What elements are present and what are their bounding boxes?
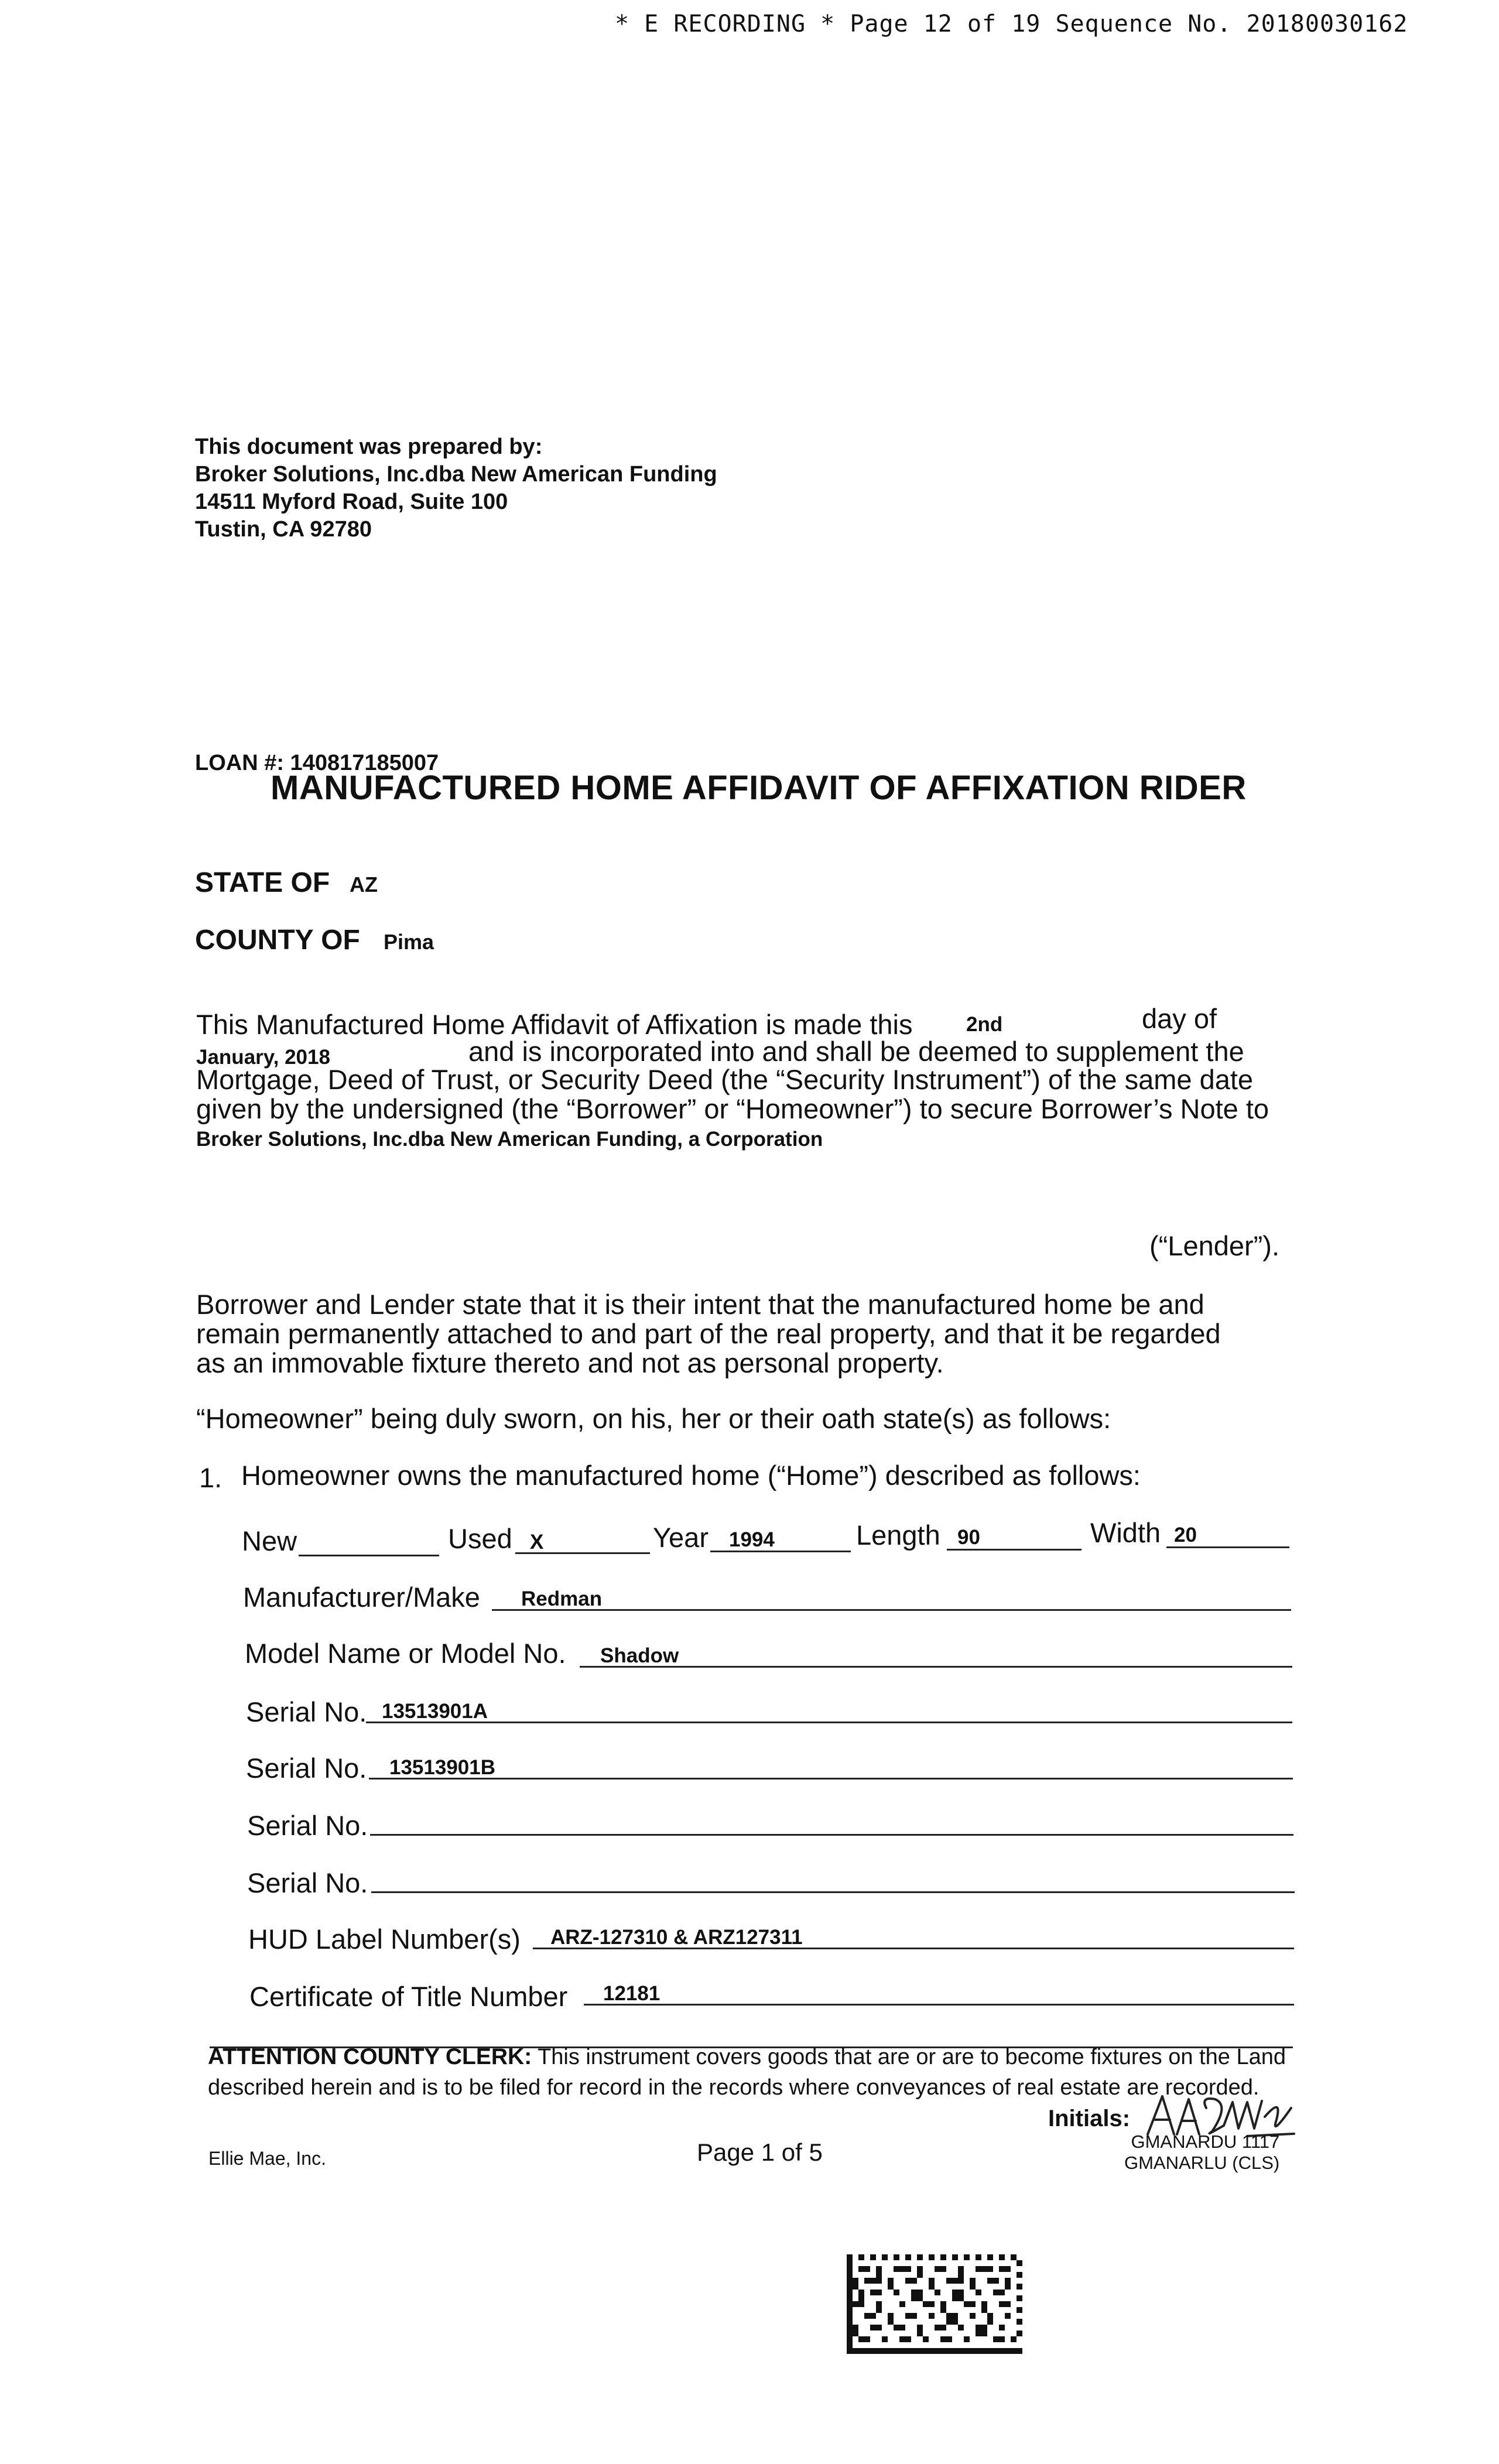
attention-line2: described herein and is to be filed for record in the records where conveyances of real estate are recorded. <box>208 2075 1260 2100</box>
month-year: January, 2018 <box>196 1046 330 1069</box>
loan-number: LOAN #: 140817185007 <box>195 751 439 775</box>
item-text: Homeowner owns the manufactured home (“Home”) described as follows: <box>241 1460 1141 1491</box>
model-underline <box>580 1666 1292 1668</box>
form-code <box>1124 2131 1279 2174</box>
day-label: day of <box>1142 1003 1217 1034</box>
make-value: Redman <box>521 1587 603 1610</box>
initials-label: Initials: <box>1048 2106 1131 2131</box>
length-label: Length <box>856 1520 940 1551</box>
lender-name: Broker Solutions, Inc.dba New American Funding, a Corporation <box>196 1128 823 1151</box>
make-underline <box>492 1609 1291 1611</box>
width-label: Width <box>1090 1517 1161 1548</box>
page-number: Page 1 of 5 <box>697 2138 823 2166</box>
preparer-line: 14511 Myford Road, Suite 100 <box>195 490 508 514</box>
preparer-line: Broker Solutions, Inc.dba New American Funding <box>195 462 717 487</box>
attention-lead: ATTENTION COUNTY CLERK: <box>208 2044 532 2069</box>
intent-line: remain permanently attached to and part of the real property, and that it be regarded <box>196 1318 1221 1349</box>
footer-vendor: Ellie Mae, Inc. <box>208 2148 326 2169</box>
intent-line: as an immovable fixture thereto and not as personal property. <box>196 1347 944 1378</box>
title-number-label: Certificate of Title Number <box>249 1981 568 2012</box>
hud-value: ARZ-127310 & ARZ127311 <box>550 1926 803 1949</box>
state-label: STATE OF <box>195 867 330 898</box>
county-label: COUNTY OF <box>195 925 360 956</box>
used-label: Used <box>448 1523 512 1554</box>
item-number: 1. <box>199 1462 223 1493</box>
document-title: MANUFACTURED HOME AFFIDAVIT OF AFFIXATION RIDER <box>271 769 1247 807</box>
recording-header: * E RECORDING * Page 12 of 19 Sequence No. 20180030162 <box>615 11 1408 37</box>
intro-line4: given by the undersigned (the “Borrower” or “Homeowner”) to secure Borrower’s Note to <box>196 1093 1269 1124</box>
preparer-line: Tustin, CA 92780 <box>195 517 372 542</box>
new-underline <box>299 1555 439 1556</box>
serial-label: Serial No. <box>247 1867 368 1898</box>
intro-line2: and is incorporated into and shall be deemed to supplement the <box>468 1036 1244 1067</box>
lender-label: (“Lender”). <box>1149 1230 1280 1261</box>
oath-text: “Homeowner” being duly sworn, on his, her or their oath state(s) as follows: <box>196 1403 1111 1434</box>
attention-line1 <box>208 2042 1320 2072</box>
serial-underline <box>371 1891 1295 1893</box>
serial-underline <box>370 1834 1293 1836</box>
title-number-value: 12181 <box>603 1982 660 2005</box>
preparer-block <box>195 433 717 543</box>
make-label: Manufacturer/Make <box>243 1582 480 1613</box>
serial-value: 13513901B <box>389 1756 495 1779</box>
year-value: 1994 <box>729 1528 775 1551</box>
new-label: New <box>242 1525 297 1556</box>
form-code-line1: GMANARDU 1117 <box>1131 2131 1280 2152</box>
serial-label: Serial No. <box>247 1810 368 1841</box>
serial-underline <box>366 1722 1292 1723</box>
attention-line1-text: This instrument covers goods that are or are to become fixtures on the Land <box>532 2045 1286 2069</box>
form-code-line2: GMANARLU (CLS) <box>1124 2152 1280 2173</box>
hud-label: HUD Label Number(s) <box>248 1924 521 1955</box>
used-value: X <box>530 1531 544 1553</box>
serial-label: Serial No. <box>246 1753 367 1784</box>
preparer-heading: This document was prepared by: <box>195 434 543 459</box>
model-label: Model Name or Model No. <box>245 1638 566 1669</box>
width-value: 20 <box>1174 1524 1197 1546</box>
intro-line3: Mortgage, Deed of Trust, or Security Deed (the “Security Instrument”) of the same date <box>196 1064 1254 1095</box>
model-value: Shadow <box>600 1644 679 1667</box>
title-number-underline <box>584 2004 1294 2006</box>
county-value: Pima <box>384 930 434 954</box>
day-value: 2nd <box>966 1013 1003 1036</box>
qr-barcode-icon <box>847 2254 1022 2354</box>
intent-line: Borrower and Lender state that it is their intent that the manufactured home be and <box>196 1289 1204 1320</box>
serial-label: Serial No. <box>246 1696 367 1727</box>
intro-line1: This Manufactured Home Affidavit of Affixation is made this <box>196 1009 913 1040</box>
serial-value: 13513901A <box>382 1700 488 1723</box>
length-value: 90 <box>957 1526 980 1549</box>
state-value: AZ <box>350 872 378 896</box>
year-label: Year <box>653 1522 709 1553</box>
serial-underline <box>369 1778 1293 1779</box>
